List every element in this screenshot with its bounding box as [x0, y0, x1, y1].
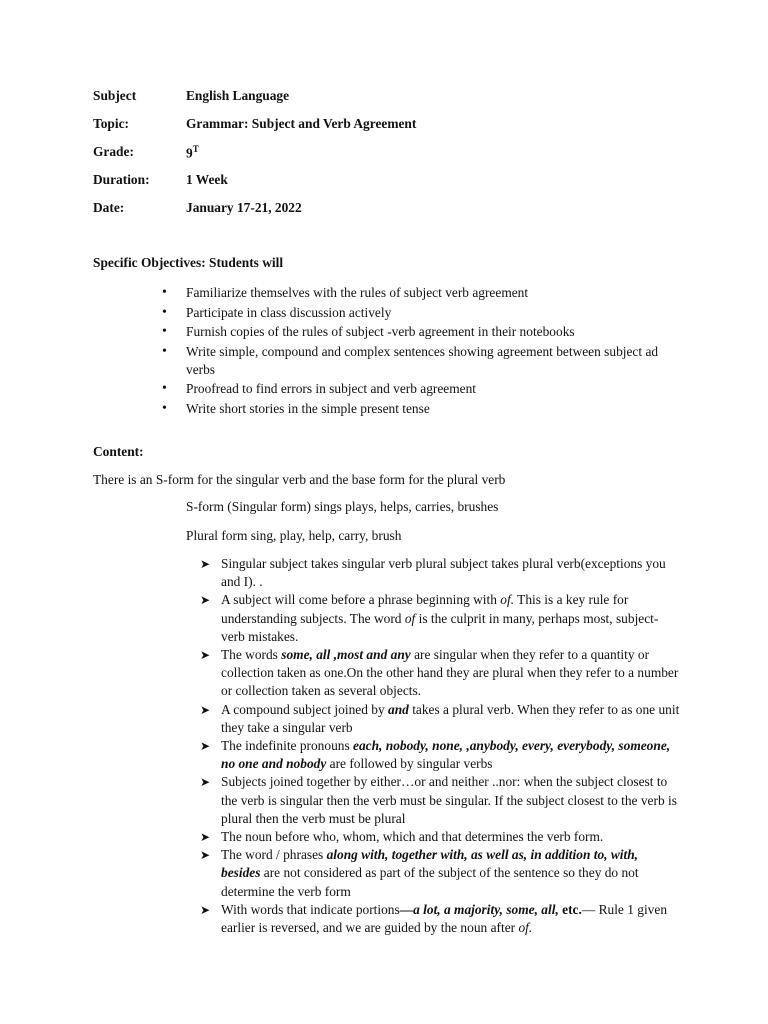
arrow-bullet-icon: ➤: [200, 775, 211, 790]
rule-emphasis: —a lot, a majority, some, all,: [399, 901, 559, 917]
topic-value: Grammar: Subject and Verb Agreement: [186, 116, 417, 131]
grade-label: Grade:: [93, 144, 134, 159]
arrow-bullet-icon: ➤: [200, 902, 211, 917]
rule-text: takes a plural verb. When they refer to as one unit they take a singular verb: [221, 701, 680, 735]
grade-superscript: T: [192, 144, 199, 154]
objective-item: • Write short stories in the simple present tense: [160, 400, 680, 418]
rule-text: The word / phrases: [221, 847, 327, 863]
subject-label: Subject: [93, 88, 137, 103]
objectives-title: Specific Objectives: Students will: [93, 255, 284, 270]
objective-item: • Proofread to find errors in subject and verb agreement: [160, 380, 680, 398]
rules-list: [200, 555, 680, 937]
arrow-bullet-icon: ➤: [200, 557, 211, 571]
date-value: January 17-21, 2022: [186, 200, 302, 215]
rule-text: The indefinite pronouns: [221, 738, 354, 754]
plural-form-line: Plural form sing, play, help, carry, brush: [186, 528, 402, 543]
rule-text: With words that indicate portions: [221, 901, 400, 917]
objective-item: • Participate in class discussion actively: [160, 304, 680, 322]
rule-emphasis: etc.: [558, 901, 582, 917]
objective-item: • Write simple, compound and complex sentences showing agreement between subject ad verbs: [160, 343, 680, 379]
rule-item: [200, 773, 680, 828]
arrow-bullet-icon: ➤: [200, 848, 211, 863]
rule-item: [200, 646, 680, 701]
rule-item: [200, 591, 680, 646]
rule-text: A subject will come before a phrase beginning with: [221, 592, 501, 608]
rule-text: — Rule 1 given earlier is reversed, and we are guided by the noun after: [221, 901, 668, 936]
rule-text: Subjects joined together by either…or and neither ..nor: when the subject closest to the verb is singular then the verb must be singular. If the subject closest to the verb is plural then the verb must be plural: [221, 774, 677, 826]
rule-text: is the culprit in many, perhaps most, subject-verb mistakes.: [221, 610, 659, 644]
arrow-bullet-icon: ➤: [200, 739, 211, 754]
rule-text: are singular when they refer to a quantity or collection taken as one.On the other hand they are plural when they refer to a number or collection taken as several objects.: [221, 647, 679, 699]
sform-line: S-form (Singular form) sings plays, helps, carries, brushes: [186, 499, 499, 514]
rule-item: [200, 901, 680, 937]
rule-text: This is a key rule for understanding subjects. The word: [221, 592, 629, 626]
rule-emphasis: some, all ,most and any: [281, 647, 411, 663]
topic-label: Topic:: [93, 116, 129, 131]
rule-emphasis: and: [388, 701, 409, 717]
rule-emphasis: each, nobody, none, ,anybody, every, everybody, someone, no one and nobody: [221, 738, 671, 772]
rule-emphasis: of.: [500, 592, 515, 608]
rule-emphasis: along with, together with, as well as, in addition to, with, besides: [221, 847, 639, 881]
arrow-bullet-icon: ➤: [200, 648, 211, 663]
objective-item: • Furnish copies of the rules of subject -verb agreement in their notebooks: [160, 323, 680, 341]
rule-text: are followed by singular verbs: [326, 756, 493, 772]
grade-number: 9: [186, 145, 193, 161]
objective-item: • Familiarize themselves with the rules of subject verb agreement: [160, 284, 680, 302]
rule-emphasis: of.: [518, 920, 533, 936]
rule-item: [200, 737, 680, 773]
rule-item: [200, 828, 680, 846]
rule-text: are not considered as part of the subject of the sentence so they do not determine the verb form: [221, 865, 639, 899]
rule-item: [200, 701, 680, 737]
arrow-bullet-icon: ➤: [200, 830, 211, 845]
arrow-bullet-icon: ➤: [200, 593, 211, 608]
rule-text: The words: [221, 647, 282, 663]
rule-item: [200, 555, 680, 591]
duration-label: Duration:: [93, 172, 150, 187]
rule-text: The noun before who, whom, which and that determines the verb form.: [221, 829, 604, 845]
date-label: Date:: [93, 200, 125, 215]
rule-text: A compound subject joined by: [221, 701, 388, 717]
rule-emphasis: of: [404, 610, 416, 626]
content-title: Content:: [93, 444, 144, 459]
content-intro: There is an S-form for the singular verb and the base form for the plural verb: [93, 472, 506, 487]
grade-value: [186, 144, 199, 161]
arrow-bullet-icon: ➤: [200, 702, 211, 717]
duration-value: 1 Week: [186, 172, 228, 187]
subject-value: English Language: [186, 88, 290, 103]
rule-item: [200, 846, 680, 901]
objectives-list: [160, 284, 680, 419]
rule-text: Singular subject takes singular verb plural subject takes plural verb(exceptions you and I). .: [221, 556, 666, 590]
